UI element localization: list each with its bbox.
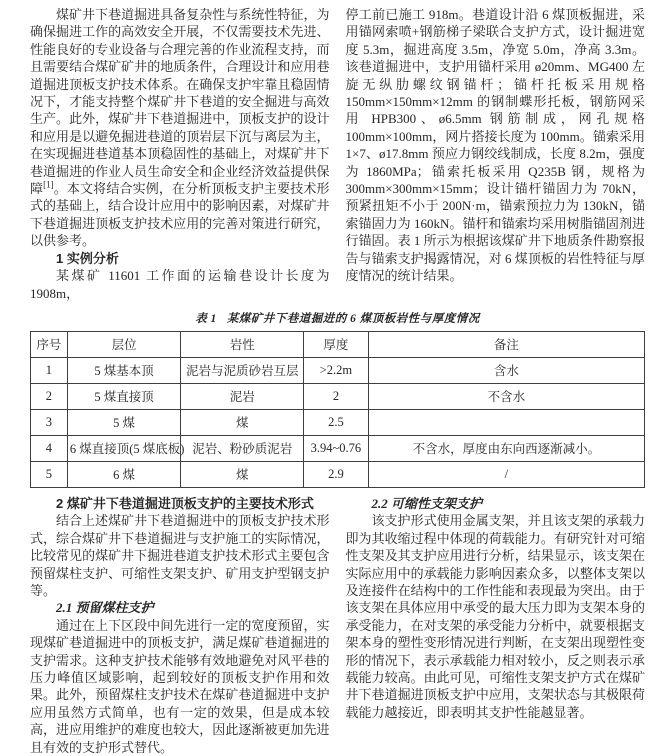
table-cell: 5 煤基本顶: [67, 357, 181, 383]
table-row: [31, 435, 645, 461]
intro-paragraph-text: 煤矿井下巷道掘进具备复杂性与系统性特征，为确保掘进工作的高效安全开展，不仅需要技术先进、性能良好的专业设备与合理完善的作业流程支持，而且需要结合煤矿矿井的地质条件，合理设计和应用巷道掘进顶板支护技术体系。在确保支护牢靠且稳固情况下，才能支持整个煤矿井下巷道的安全掘进与高效生产。此外，煤矿井下巷道掘进中，顶板支护的设计和应用是以避免掘进巷道的顶岩层下沉与离层为主，在实现掘进巷道基本顶稳固性的基础上，对煤矿井下巷道掘进的作业人员生命安全和企业经济效益提供保障: [30, 7, 330, 197]
table-cell: 5: [31, 461, 68, 487]
table-header-row: [31, 331, 645, 357]
table-cell: /: [368, 461, 644, 487]
table-cell: 3: [31, 409, 68, 435]
section-2-1-paragraph: 通过在上下区段中间先进行一定的宽度预留，实现煤矿巷道掘进中的顶板支护，满足煤矿巷道掘进的支护需求。这种支护技术能够有效地避免对风平巷的压力峰值区域影响，起到较好的顶板支护作用和效果。此外，预留煤柱支护技术在煤矿巷道掘进中支护应用虽然方式简单，也有一定的效果，但是成本较高，进应用维护的难度也较大，因此逐渐被更加先进且有效的支护形式替代。: [30, 617, 330, 755]
section-2-heading: 2 煤矿井下巷道掘进顶板支护的主要技术形式: [56, 495, 314, 511]
section-2-2-heading: 2.2 可缩性支架支护: [371, 495, 483, 511]
intro-paragraph-text-after: 。本文将结合实例，在分析顶板支护主要技术形式的基础上，结合设计应用中的影响因素，对煤矿井下巷道掘进顶板支护技术应用的完善对策进行研究，以供参考。: [30, 181, 330, 249]
table-cell: 不含水，厚度由东向西逐渐减小。: [368, 435, 644, 461]
table-cell: 不含水: [368, 383, 644, 409]
table-row: [31, 409, 645, 435]
table-cell: 5 煤直接顶: [67, 383, 181, 409]
table-cell: >2.2m: [304, 357, 368, 383]
table-header-cell-layer: 层位: [67, 331, 181, 357]
table-cell: 5 煤: [67, 409, 181, 435]
table-cell: 泥岩与泥质砂岩互层: [181, 357, 304, 383]
table-cell: 泥岩、粉砂质泥岩: [181, 435, 304, 461]
table-cell: 6 煤直接顶(5 煤底板): [67, 435, 181, 461]
table-1-caption: [30, 310, 645, 326]
strata-table: [30, 331, 645, 488]
section-2-2-paragraph: 该支护形式使用金属支架，并且该支架的承载力即为其收缩过程中体现的荷载能力。有研究针对可缩性支架及其支护应用进行分析，结果显示，该支架在实际应用中的承载能力影响因素众多，以整体支架以及连接件在结构中的工作性能和表现最为突出。由于该支架在具体应用中承受的最大压力即为支架本身的承受能力，在对支架的承受能力分析中，就要根据支架本身的塑性变形情况进行判断，在支架出现塑性变形的情况下，表示承载能力相对较小，反之则表示承载能力较高。由此可见，可缩性支架支护方式在煤矿井下巷道掘进顶板支护中应用，支架状态与其极限荷载能力越接近，即表明其支护性能越显著。: [345, 513, 645, 720]
bottom-left-column: [30, 495, 330, 756]
table-row: [31, 357, 645, 383]
table-caption-title: 某煤矿井下巷道掘进的 6 煤顶板岩性与厚度情况: [226, 312, 480, 325]
table-cell: 煤: [181, 409, 304, 435]
table-cell: 3.94~0.76: [304, 435, 368, 461]
bottom-two-column-section: [30, 495, 645, 756]
table-header-cell-no: 序号: [31, 331, 68, 357]
table-cell: 2.5: [304, 409, 368, 435]
table-cell: 2: [31, 383, 68, 409]
table-header-cell-note: 备注: [368, 331, 644, 357]
top-two-column-section: [30, 6, 645, 302]
table-cell: 1: [31, 357, 68, 383]
table-header-cell-lithology: 岩性: [181, 331, 304, 357]
section-2-paragraph: 结合上述煤矿井下巷道掘进中的顶板支护技术形式，综合煤矿井下巷道掘进与支护施工的实际情况，比较常见的煤矿井下掘进巷道支护技术形式主要包含预留煤柱支护、可缩性支架支护、矿用支护型钢支护等。: [30, 513, 330, 598]
table-header-cell-thickness: 厚度: [304, 331, 368, 357]
table-cell: 煤: [181, 461, 304, 487]
table-cell: 4: [31, 435, 68, 461]
intro-paragraph: [30, 6, 330, 250]
table-cell: 6 煤: [67, 461, 181, 487]
table-cell: [368, 409, 644, 435]
table-caption-label: 表 1: [195, 312, 217, 325]
top-right-column: [346, 6, 646, 302]
table-cell: 2: [304, 383, 368, 409]
section-1-heading: 1 实例分析: [56, 250, 119, 266]
section-1-paragraph: 某煤矿 11601 工作面的运输巷设计长度为 1908m，: [30, 268, 330, 301]
top-left-column: [30, 6, 330, 302]
section-1-paragraph-continuation: 停工前已施工 918m。巷道设计沿 6 煤顶板掘进，采用锚网索喷+钢筋梯子梁联合支护方式，设计掘进宽度 5.3m，掘进高度 3.5m，净宽 5.0m，净高 3.3m。该巷道掘进中，支护用锚杆采用 ø20mm、MG400 左旋无纵肋螺纹钢锚杆；锚杆托板采用规格 150mm×150mm×12mm 的钢制蝶形托板，钢筋网采用 HPB300、ø6.5mm 钢筋制成，网孔规格 100mm×100mm，网片搭接长度为 100mm。锚索采用 1×7、ø17.8mm 预应力钢绞线制成，长度 8.2m，强度为 1860MPa；锚索托板采用 Q235B 钢，规格为 300mm×300mm×15mm；设计锚杆锚固力为 70kN，预紧扭矩不小于 200N·m，锚索预拉力为 130kN，锚索锚固力为 160kN。锚杆和锚索均采用树脂锚固剂进行锚固。表 1 所示为根据该煤矿井下地质条件勘察报告与锚索支护揭露情况，对 6 煤顶板的岩性特征与厚度情况的统计结果。: [345, 7, 645, 284]
table-cell: 含水: [368, 357, 644, 383]
table-row: [31, 461, 645, 487]
table-cell: 泥岩: [181, 383, 304, 409]
bottom-right-column: [346, 495, 646, 756]
citation-ref-1: [1]: [43, 179, 54, 190]
table-cell: 2.9: [304, 461, 368, 487]
section-2-1-heading: 2.1 预留煤柱支护: [56, 600, 154, 616]
table-row: [31, 383, 645, 409]
